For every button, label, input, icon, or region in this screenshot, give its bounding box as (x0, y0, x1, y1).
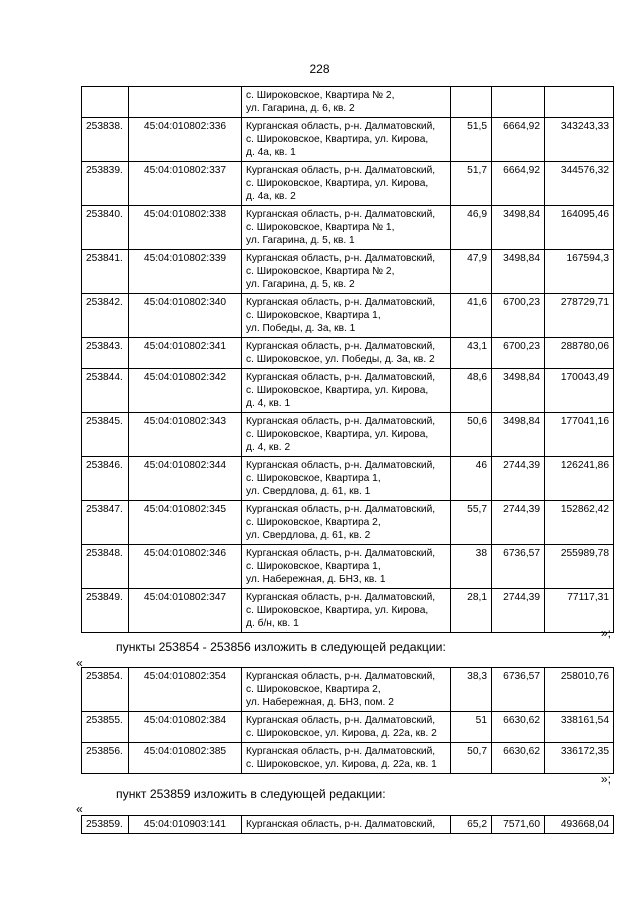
cadastral-value-cell: 255989,78 (545, 545, 614, 589)
cadastral-value-cell: 343243,33 (545, 118, 614, 162)
address-line: ул. Свердлова, д. 61, кв. 1 (246, 486, 371, 497)
cadastral-value-cell: 177041,16 (545, 413, 614, 457)
unit-price-cell: 6664,92 (492, 118, 545, 162)
cadastral-number-cell: 45:04:010802:346 (129, 545, 242, 589)
address-cell (242, 712, 451, 743)
page-number: 228 (309, 62, 330, 76)
record-number-cell: 253840. (82, 206, 129, 250)
address-line: с. Широковское, Квартира, ул. Кирова, (246, 385, 429, 396)
record-number-cell: 253847. (82, 501, 129, 545)
table-row (82, 250, 614, 294)
cadastral-value-cell: 278729,71 (545, 294, 614, 338)
address-line: Курганская область, р-н. Далматовский, (246, 341, 436, 352)
record-number-cell: 253854. (82, 668, 129, 712)
address-line: д. 4, кв. 1 (246, 398, 291, 409)
address-cell (242, 413, 451, 457)
cadastral-number-cell: 45:04:010802:342 (129, 369, 242, 413)
cadastral-value-cell: 164095,46 (545, 206, 614, 250)
table-row (82, 545, 614, 589)
table-row (82, 712, 614, 743)
area-cell: 51,5 (451, 118, 492, 162)
cadastral-value-cell: 493668,04 (545, 816, 614, 834)
area-cell: 38,3 (451, 668, 492, 712)
cadastral-number-cell: 45:04:010802:338 (129, 206, 242, 250)
area-cell: 55,7 (451, 501, 492, 545)
address-line: Курганская область, р-н. Далматовский, (246, 671, 436, 682)
record-number-cell: 253841. (82, 250, 129, 294)
unit-price-cell: 6664,92 (492, 162, 545, 206)
address-cell (242, 338, 451, 369)
address-line: Курганская область, р-н. Далматовский, (246, 121, 436, 132)
table-row (82, 589, 614, 633)
cadastral-value-cell (545, 87, 614, 118)
area-cell: 51 (451, 712, 492, 743)
address-line: ул. Победы, д. 3а, кв. 1 (246, 323, 356, 334)
table-row (82, 338, 614, 369)
cadastral-number-cell: 45:04:010802:336 (129, 118, 242, 162)
table-row (82, 162, 614, 206)
address-line: с. Широковское, Квартира, ул. Кирова, (246, 134, 429, 145)
record-number-cell: 253856. (82, 743, 129, 774)
area-cell: 50,6 (451, 413, 492, 457)
unit-price-cell: 3498,84 (492, 413, 545, 457)
area-cell: 50,7 (451, 743, 492, 774)
cadastral-number-cell: 45:04:010802:347 (129, 589, 242, 633)
address-line: д. 4, кв. 2 (246, 442, 291, 453)
table-row (82, 206, 614, 250)
cadastral-number-cell: 45:04:010802:340 (129, 294, 242, 338)
table-row (82, 743, 614, 774)
cadastral-value-cell: 170043,49 (545, 369, 614, 413)
address-line: Курганская область, р-н. Далматовский, (246, 819, 436, 830)
area-cell: 38 (451, 545, 492, 589)
property-table-1 (81, 86, 614, 633)
unit-price-cell: 7571,60 (492, 816, 545, 834)
address-line: ул. Свердлова, д. 61, кв. 2 (246, 530, 371, 541)
cadastral-value-cell: 288780,06 (545, 338, 614, 369)
address-line: с. Широковское, Квартира, ул. Кирова, (246, 429, 429, 440)
address-line: Курганская область, р-н. Далматовский, (246, 372, 436, 383)
address-cell (242, 457, 451, 501)
area-cell: 41,6 (451, 294, 492, 338)
address-line: с. Широковское, Квартира 1, (246, 561, 381, 572)
area-cell: 43,1 (451, 338, 492, 369)
address-line: с. Широковское, Квартира 2, (246, 684, 381, 695)
address-cell (242, 87, 451, 118)
address-line: ул. Гагарина, д. 5, кв. 2 (246, 279, 355, 290)
cadastral-value-cell: 77117,31 (545, 589, 614, 633)
address-line: с. Широковское, ул. Победы, д. 3а, кв. 2 (246, 354, 435, 365)
unit-price-cell: 6630,62 (492, 712, 545, 743)
address-line: с. Широковское, Квартира № 1, (246, 222, 395, 233)
address-cell (242, 668, 451, 712)
address-cell (242, 250, 451, 294)
table-row (82, 816, 614, 834)
record-number-cell: 253843. (82, 338, 129, 369)
unit-price-cell (492, 87, 545, 118)
address-cell (242, 545, 451, 589)
record-number-cell: 253842. (82, 294, 129, 338)
record-number-cell: 253838. (82, 118, 129, 162)
area-cell (451, 87, 492, 118)
address-line: ул. Набережная, д. БН3, кв. 1 (246, 574, 386, 585)
address-cell (242, 501, 451, 545)
table-row (82, 413, 614, 457)
cadastral-number-cell (129, 87, 242, 118)
unit-price-cell: 3498,84 (492, 250, 545, 294)
cadastral-number-cell: 45:04:010802:385 (129, 743, 242, 774)
cadastral-number-cell: 45:04:010802:339 (129, 250, 242, 294)
cadastral-number-cell: 45:04:010903:141 (129, 816, 242, 834)
cadastral-number-cell: 45:04:010802:337 (129, 162, 242, 206)
cadastral-number-cell: 45:04:010802:341 (129, 338, 242, 369)
address-line: Курганская область, р-н. Далматовский, (246, 297, 436, 308)
address-line: Курганская область, р-н. Далматовский, (246, 165, 436, 176)
cadastral-value-cell: 152862,42 (545, 501, 614, 545)
address-line: ул. Гагарина, д. 6, кв. 2 (246, 103, 355, 114)
cadastral-value-cell: 336172,35 (545, 743, 614, 774)
address-line: Курганская область, р-н. Далматовский, (246, 504, 436, 515)
unit-price-cell: 6700,23 (492, 338, 545, 369)
address-cell (242, 816, 451, 834)
closing-quote: »; (600, 626, 611, 640)
table-row (82, 668, 614, 712)
amendment-paragraph: пункт 253859 изложить в следующей редакции: (116, 787, 386, 801)
cadastral-number-cell: 45:04:010802:345 (129, 501, 242, 545)
unit-price-cell: 6736,57 (492, 545, 545, 589)
cadastral-number-cell: 45:04:010802:344 (129, 457, 242, 501)
table-row (82, 501, 614, 545)
cadastral-value-cell: 338161,54 (545, 712, 614, 743)
address-line: с. Широковское, Квартира 2, (246, 517, 381, 528)
address-cell (242, 206, 451, 250)
address-cell (242, 162, 451, 206)
table-row (82, 457, 614, 501)
table-row (82, 294, 614, 338)
address-line: с. Широковское, Квартира, ул. Кирова, (246, 605, 429, 616)
area-cell: 28,1 (451, 589, 492, 633)
cadastral-value-cell: 167594,3 (545, 250, 614, 294)
address-line: Курганская область, р-н. Далматовский, (246, 416, 436, 427)
opening-quote: « (76, 656, 83, 670)
property-table-3 (81, 815, 614, 834)
unit-price-cell: 3498,84 (492, 206, 545, 250)
table-row (82, 118, 614, 162)
amendment-paragraph: пункты 253854 - 253856 изложить в следующей редакции: (116, 640, 446, 654)
record-number-cell: 253859. (82, 816, 129, 834)
address-line: д. б/н, кв. 1 (246, 618, 299, 629)
address-cell (242, 118, 451, 162)
address-cell (242, 743, 451, 774)
cadastral-value-cell: 126241,86 (545, 457, 614, 501)
address-line: с. Широковское, ул. Кирова, д. 22а, кв. 2 (246, 728, 437, 739)
cadastral-number-cell: 45:04:010802:354 (129, 668, 242, 712)
area-cell: 48,6 (451, 369, 492, 413)
cadastral-number-cell: 45:04:010802:343 (129, 413, 242, 457)
address-cell (242, 589, 451, 633)
address-line: с. Широковское, Квартира № 2, (246, 266, 395, 277)
record-number-cell: 253839. (82, 162, 129, 206)
address-line: с. Широковское, Квартира, ул. Кирова, (246, 178, 429, 189)
unit-price-cell: 6736,57 (492, 668, 545, 712)
address-line: ул. Гагарина, д. 5, кв. 1 (246, 235, 355, 246)
unit-price-cell: 2744,39 (492, 589, 545, 633)
address-line: д. 4а, кв. 2 (246, 191, 296, 202)
address-line: ул. Набережная, д. БН3, пом. 2 (246, 697, 394, 708)
area-cell: 46,9 (451, 206, 492, 250)
record-number-cell: 253844. (82, 369, 129, 413)
cadastral-value-cell: 344576,32 (545, 162, 614, 206)
cadastral-number-cell: 45:04:010802:384 (129, 712, 242, 743)
address-line: Курганская область, р-н. Далматовский, (246, 592, 436, 603)
address-line: д. 4а, кв. 1 (246, 147, 296, 158)
area-cell: 51,7 (451, 162, 492, 206)
unit-price-cell: 2744,39 (492, 457, 545, 501)
address-line: с. Широковское, Квартира 1, (246, 473, 381, 484)
address-line: с. Широковское, ул. Кирова, д. 22а, кв. 1 (246, 759, 437, 770)
address-line: Курганская область, р-н. Далматовский, (246, 253, 436, 264)
unit-price-cell: 6700,23 (492, 294, 545, 338)
area-cell: 65,2 (451, 816, 492, 834)
address-line: Курганская область, р-н. Далматовский, (246, 548, 436, 559)
address-line: Курганская область, р-н. Далматовский, (246, 746, 436, 757)
address-line: с. Широковское, Квартира № 2, (246, 90, 395, 101)
unit-price-cell: 6630,62 (492, 743, 545, 774)
record-number-cell: 253845. (82, 413, 129, 457)
address-line: Курганская область, р-н. Далматовский, (246, 715, 436, 726)
record-number-cell: 253855. (82, 712, 129, 743)
table-row (82, 369, 614, 413)
area-cell: 46 (451, 457, 492, 501)
unit-price-cell: 3498,84 (492, 369, 545, 413)
address-cell (242, 294, 451, 338)
table-row (82, 87, 614, 118)
record-number-cell (82, 87, 129, 118)
area-cell: 47,9 (451, 250, 492, 294)
cadastral-value-cell: 258010,76 (545, 668, 614, 712)
record-number-cell: 253848. (82, 545, 129, 589)
opening-quote: « (76, 802, 83, 816)
address-line: Курганская область, р-н. Далматовский, (246, 209, 436, 220)
address-line: Курганская область, р-н. Далматовский, (246, 460, 436, 471)
address-line: с. Широковское, Квартира 1, (246, 310, 381, 321)
record-number-cell: 253846. (82, 457, 129, 501)
record-number-cell: 253849. (82, 589, 129, 633)
address-cell (242, 369, 451, 413)
closing-quote: »; (600, 772, 611, 786)
property-table-2 (81, 667, 614, 774)
unit-price-cell: 2744,39 (492, 501, 545, 545)
